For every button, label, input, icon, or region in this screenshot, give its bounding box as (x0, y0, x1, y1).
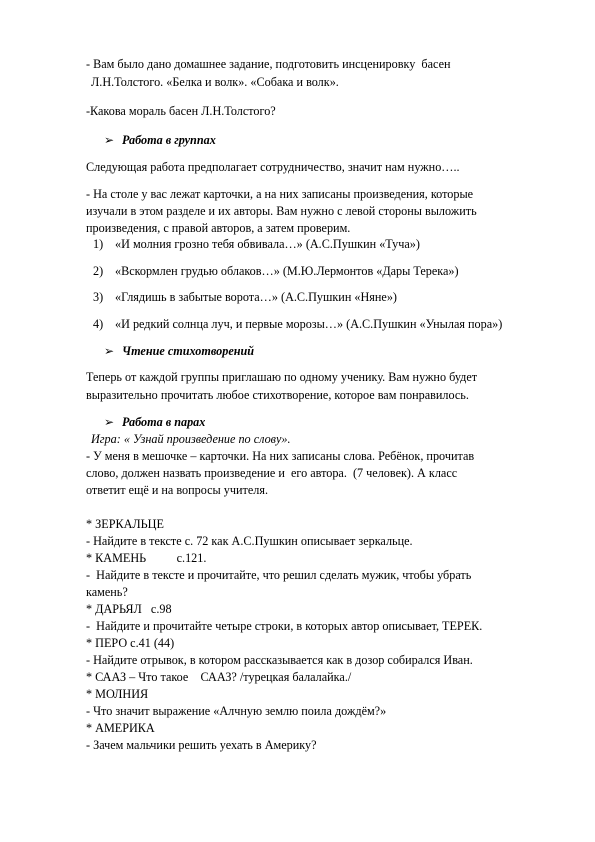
list-item-number: 1) (93, 237, 104, 251)
card-line: * АМЕРИКА (86, 721, 155, 735)
card-line: - Найдите в тексте с. 72 как А.С.Пушкин описывает зеркальце. (86, 534, 413, 548)
card-line: - Что значит выражение «Алчную землю поила дождём?» (86, 704, 387, 718)
pair-work-line-2: слово, должен назвать произведение и его автора. (7 человек). А класс (86, 466, 458, 480)
card-line: * СААЗ – Что такое СААЗ? /турецкая балалайка./ (86, 670, 352, 684)
group-work-heading: Работа в группах (122, 133, 216, 147)
card-line: - Найдите отрывок, в котором рассказывается как в дозор собирался Иван. (86, 653, 473, 667)
card-line: * ЗЕРКАЛЬЦЕ (86, 517, 164, 531)
list-item-text: «И редкий солнца луч, и первые морозы…» (А.С.Пушкин «Унылая пора») (115, 317, 503, 331)
arrow-bullet-icon: ➢ (104, 133, 115, 147)
game-title: Игра: « Узнай произведение по слову». (91, 432, 291, 446)
list-item-number: 4) (93, 317, 104, 331)
list-item-text: «Вскормлен грудью облаков…» (М.Ю.Лермонтов «Дары Терека») (115, 264, 459, 278)
group-work-para-line-1: - На столе у вас лежат карточки, а на них записаны произведения, которые (86, 187, 474, 201)
list-item-text: «Глядишь в забытые ворота…» (А.С.Пушкин «Няне») (115, 290, 397, 304)
card-line: * КАМЕНЬ с.121. (86, 551, 207, 565)
card-line: * ПЕРО с.41 (44) (86, 636, 175, 650)
list-item-number: 2) (93, 264, 104, 278)
group-work-intro: Следующая работа предполагает сотрудничество, значит нам нужно….. (86, 160, 460, 174)
arrow-bullet-icon: ➢ (104, 344, 115, 358)
reading-heading: Чтение стихотворений (122, 344, 255, 358)
reading-line-2: выразительно прочитать любое стихотворение, которое вам понравилось. (86, 388, 469, 402)
group-work-para-line-3: произведения, с правой авторов, а затем проверим. (86, 221, 351, 235)
card-line: - Найдите в тексте и прочитайте, что решил сделать мужик, чтобы убрать (86, 568, 472, 582)
pair-work-line-3: ответит ещё и на вопросы учителя. (86, 483, 269, 497)
arrow-bullet-icon: ➢ (104, 415, 115, 429)
group-work-para-line-2: изучали в этом разделе и их авторы. Вам нужно с левой стороны выложить (86, 204, 477, 218)
homework-line-2: Л.Н.Толстого. «Белка и волк». «Собака и волк». (91, 75, 339, 89)
list-item-number: 3) (93, 290, 104, 304)
reading-line-1: Теперь от каждой группы приглашаю по одному ученику. Вам нужно будет (86, 370, 478, 384)
card-line: * ДАРЬЯЛ с.98 (86, 602, 172, 616)
card-line: - Найдите и прочитайте четыре строки, в которых автор описывает, ТЕРЕК. (86, 619, 483, 633)
homework-line-1: - Вам было дано домашнее задание, подготовить инсценировку басен (86, 57, 451, 71)
card-line: камень? (86, 585, 128, 599)
pair-work-heading: Работа в парах (122, 415, 206, 429)
list-item-text: «И молния грозно тебя обвивала…» (А.С.Пушкин «Туча») (115, 237, 420, 251)
card-line: - Зачем мальчики решить уехать в Америку? (86, 738, 317, 752)
pair-work-line-1: - У меня в мешочке – карточки. На них записаны слова. Ребёнок, прочитав (86, 449, 475, 463)
homework-question: -Какова мораль басен Л.Н.Толстого? (86, 104, 276, 118)
card-line: * МОЛНИЯ (86, 687, 149, 701)
